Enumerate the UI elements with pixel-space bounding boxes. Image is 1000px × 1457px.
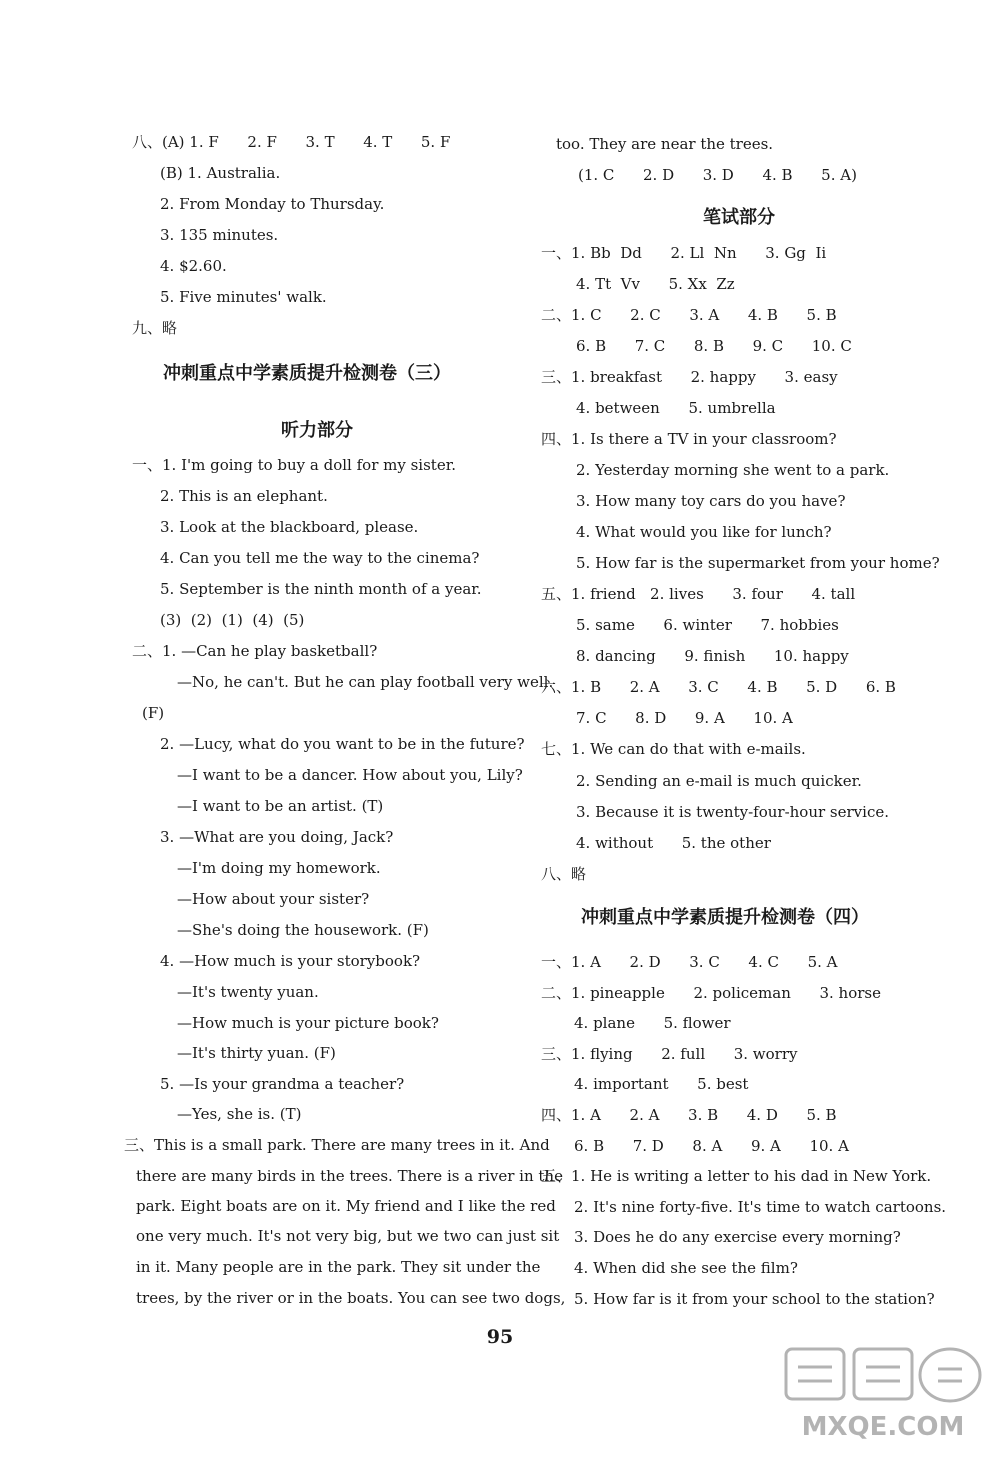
section-3: 三、1. breakfast 2. happy 3. easy — [541, 368, 838, 386]
section-3: 三、1. flying 2. full 3. worry — [541, 1045, 798, 1063]
section-1: 一、1. A 2. D 3. C 4. C 5. A — [541, 953, 838, 971]
answer-line: 4. Can you tell me the way to the cinema? — [160, 549, 480, 567]
watermark-site: MXQE.COM — [801, 1412, 965, 1442]
answer-line: 2. This is an elephant. — [160, 487, 328, 505]
section-2: 二、1. C 2. C 3. A 4. B 5. B — [541, 306, 837, 324]
passage-line: in it. Many people are in the park. They sit under the — [136, 1258, 541, 1276]
answer-line: —It's twenty yuan. — [177, 983, 319, 1001]
page-number: 95 — [486, 1326, 514, 1348]
answer-line: —No, he can't. But he can play football very well. — [177, 673, 554, 691]
answer-line: 4. without 5. the other — [576, 834, 771, 852]
answer-line: 5. Five minutes' walk. — [160, 288, 327, 306]
answer-line: 2. From Monday to Thursday. — [160, 195, 385, 213]
section-8-a: 八、(A) 1. F 2. F 3. T 4. T 5. F — [132, 133, 451, 151]
answer-line: —She's doing the housework. (F) — [177, 921, 429, 939]
passage-line: there are many birds in the trees. There is a river in the — [136, 1167, 563, 1185]
answer-line: 8. dancing 9. finish 10. happy — [576, 647, 849, 665]
answer-line: 3. Because it is twenty-four-hour service. — [576, 803, 889, 821]
answer-line: 5. How far is it from your school to the station? — [574, 1290, 935, 1308]
answer-line: 5. How far is the supermarket from your home? — [576, 554, 940, 572]
answer-line: 4. Tt Vv 5. Xx Zz — [576, 275, 735, 293]
answer-line: 6. B 7. D 8. A 9. A 10. A — [574, 1137, 849, 1155]
answer-line: 2. Sending an e-mail is much quicker. — [576, 772, 862, 790]
section-8: 八、略 — [541, 865, 587, 883]
answer-line: (3) (2) (1) (4) (5) — [160, 611, 305, 629]
answer-line: 2. Yesterday morning she went to a park. — [576, 461, 890, 479]
passage-line: too. They are near the trees. — [556, 135, 774, 153]
answer-line: 4. $2.60. — [160, 257, 227, 275]
answer-line: (1. C 2. D 3. D 4. B 5. A) — [578, 166, 857, 184]
answer-line: 5. —Is your grandma a teacher? — [160, 1075, 405, 1093]
answer-line: 5. September is the ninth month of a year. — [160, 580, 482, 598]
answer-line: —How about your sister? — [177, 890, 370, 908]
answer-line: 7. C 8. D 9. A 10. A — [576, 709, 793, 727]
answer-line: —How much is your picture book? — [177, 1014, 439, 1032]
answer-line: —It's thirty yuan. (F) — [177, 1044, 336, 1062]
written-heading: 笔试部分 — [703, 207, 775, 228]
answer-line: 4. When did she see the film? — [574, 1259, 798, 1277]
listening-heading: 听力部分 — [281, 420, 353, 441]
passage-line: trees, by the river or in the boats. You can see two dogs, — [136, 1289, 566, 1307]
answer-line: (B) 1. Australia. — [160, 164, 281, 182]
passage-line: park. Eight boats are on it. My friend and I like the red — [136, 1197, 556, 1215]
answer-line: 2. —Lucy, what do you want to be in the future? — [160, 735, 525, 753]
section-5: 五、1. He is writing a letter to his dad in New York. — [541, 1167, 932, 1185]
answer-line: 3. —What are you doing, Jack? — [160, 828, 394, 846]
section-4: 四、1. Is there a TV in your classroom? — [541, 430, 837, 448]
test-title-4: 冲刺重点中学素质提升检测卷（四） — [581, 907, 869, 928]
passage-line: one very much. It's not very big, but we two can just sit — [136, 1227, 560, 1245]
section-5: 五、1. friend 2. lives 3. four 4. tall — [541, 585, 856, 603]
test-title-3: 冲刺重点中学素质提升检测卷（三） — [163, 363, 451, 384]
answer-line: 3. How many toy cars do you have? — [576, 492, 846, 510]
section-7: 七、1. We can do that with e-mails. — [541, 740, 806, 758]
answer-line: —I want to be an artist. (T) — [177, 797, 384, 815]
section-1: 一、1. Bb Dd 2. Ll Nn 3. Gg Ii — [541, 244, 827, 262]
answer-line: 5. same 6. winter 7. hobbies — [576, 616, 839, 634]
watermark-logo — [778, 1339, 988, 1449]
section-2: 二、1. pineapple 2. policeman 3. horse — [541, 984, 881, 1002]
answer-line: 3. 135 minutes. — [160, 226, 279, 244]
answer-line: 4. important 5. best — [574, 1075, 749, 1093]
answer-line: 3. Look at the blackboard, please. — [160, 518, 419, 536]
answer-line: —Yes, she is. (T) — [177, 1105, 302, 1123]
section-3: 三、This is a small park. There are many trees in it. And — [124, 1136, 550, 1154]
answer-line: 6. B 7. C 8. B 9. C 10. C — [576, 337, 852, 355]
answer-line: 4. between 5. umbrella — [576, 399, 776, 417]
answer-line: 2. It's nine forty-five. It's time to watch cartoons. — [574, 1198, 947, 1216]
answer-line: 3. Does he do any exercise every morning? — [574, 1228, 901, 1246]
answer-line: —I want to be a dancer. How about you, Lily? — [177, 766, 523, 784]
answer-line: (F) — [142, 704, 165, 722]
section-1: 一、1. I'm going to buy a doll for my sister. — [132, 456, 456, 474]
answer-line: 4. plane 5. flower — [574, 1014, 731, 1032]
answer-line: 4. What would you like for lunch? — [576, 523, 832, 541]
section-9: 九、略 — [132, 319, 178, 337]
answer-line: —I'm doing my homework. — [177, 859, 381, 877]
section-6: 六、1. B 2. A 3. C 4. B 5. D 6. B — [541, 678, 896, 696]
section-2: 二、1. —Can he play basketball? — [132, 642, 378, 660]
answer-line: 4. —How much is your storybook? — [160, 952, 421, 970]
section-4: 四、1. A 2. A 3. B 4. D 5. B — [541, 1106, 837, 1124]
